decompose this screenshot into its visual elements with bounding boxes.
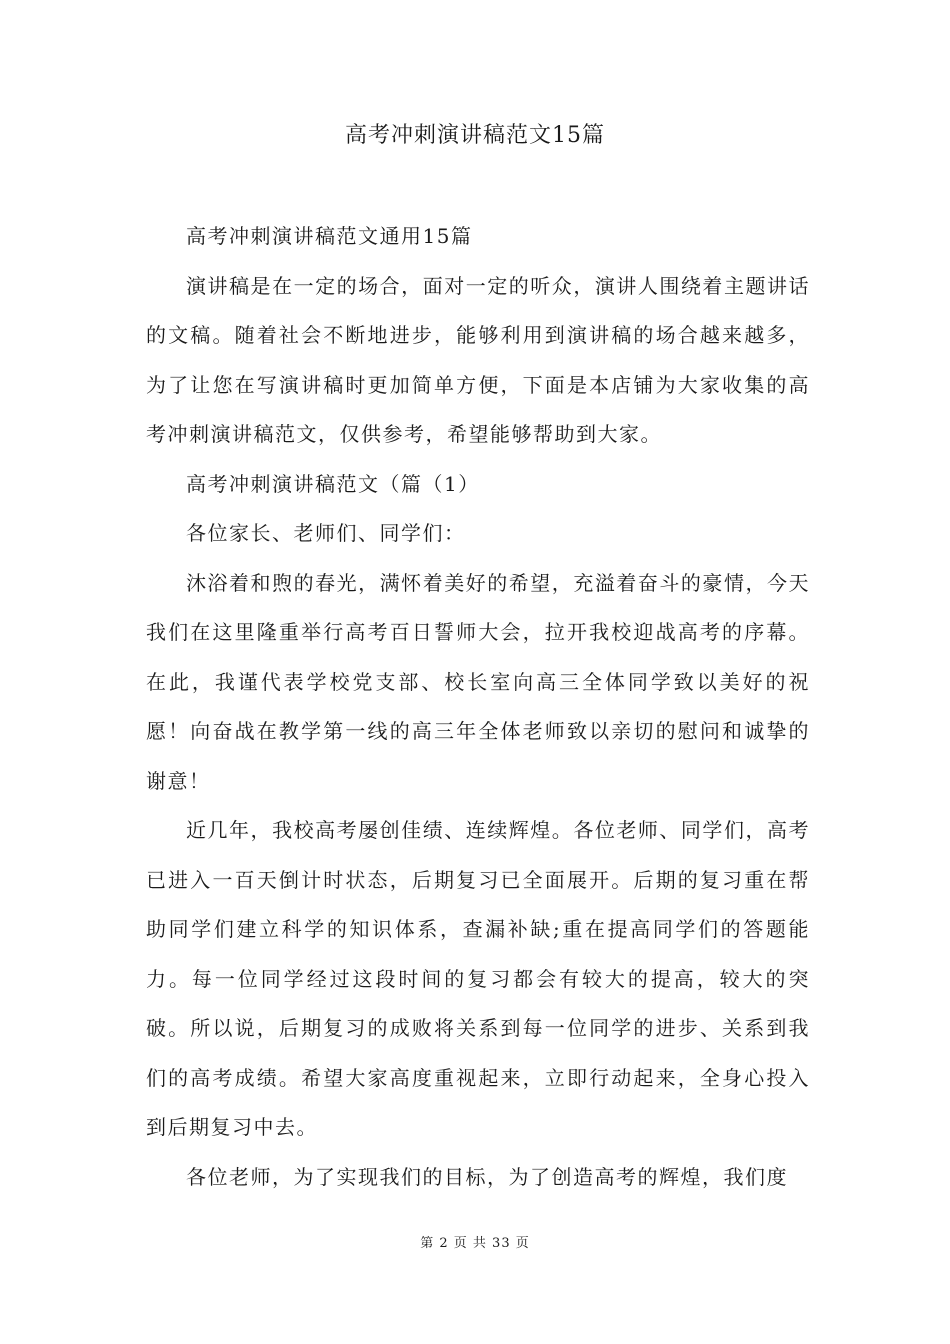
body-paragraph: 演讲稿是在一定的场合，面对一定的听众，演讲人围绕着主题讲话的文稿。随着社会不断地进步，能够利用到演讲稿的场合越来越多，为了让您在写演讲稿时更加简单方便，下面是本店铺为大家收集的高考冲刺演讲稿范文，仅供参考，希望能够帮助到大家。 xyxy=(146,273,810,446)
document-body xyxy=(146,212,810,1202)
body-paragraph: 近几年，我校高考屡创佳绩、连续辉煌。各位老师、同学们，高考已进入一百天倒计时状态，后期复习已全面展开。后期的复习重在帮助同学们建立科学的知识体系，查漏补缺;重在提高同学们的答题能力。每一位同学经过这段时间的复习都会有较大的提高，较大的突破。所以说，后期复习的成败将关系到每一位同学的进步、关系到我们的高考成绩。希望大家高度重视起来，立即行动起来，全身心投入到后期复习中去。 xyxy=(146,818,810,1139)
salutation-paragraph: 各位家长、老师们、同学们： xyxy=(186,521,466,545)
page-title: 高考冲刺演讲稿范文15篇 xyxy=(345,123,605,148)
section-heading: 高考冲刺演讲稿范文（篇（1） xyxy=(186,471,480,496)
body-paragraph: 各位老师，为了实现我们的目标，为了创造高考的辉煌，我们度 xyxy=(186,1164,788,1189)
subtitle-paragraph: 高考冲刺演讲稿范文通用15篇 xyxy=(186,224,473,248)
page-footer: 第 2 页 共 33 页 xyxy=(420,1236,530,1251)
body-paragraph: 沐浴着和煦的春光，满怀着美好的希望，充溢着奋斗的豪情，今天我们在这里隆重举行高考百日誓师大会，拉开我校迎战高考的序幕。在此，我谨代表学校党支部、校长室向高三全体同学致以美好的祝愿！向奋战在教学第一线的高三年全体老师致以亲切的慰问和诚挚的谢意！ xyxy=(146,570,810,793)
